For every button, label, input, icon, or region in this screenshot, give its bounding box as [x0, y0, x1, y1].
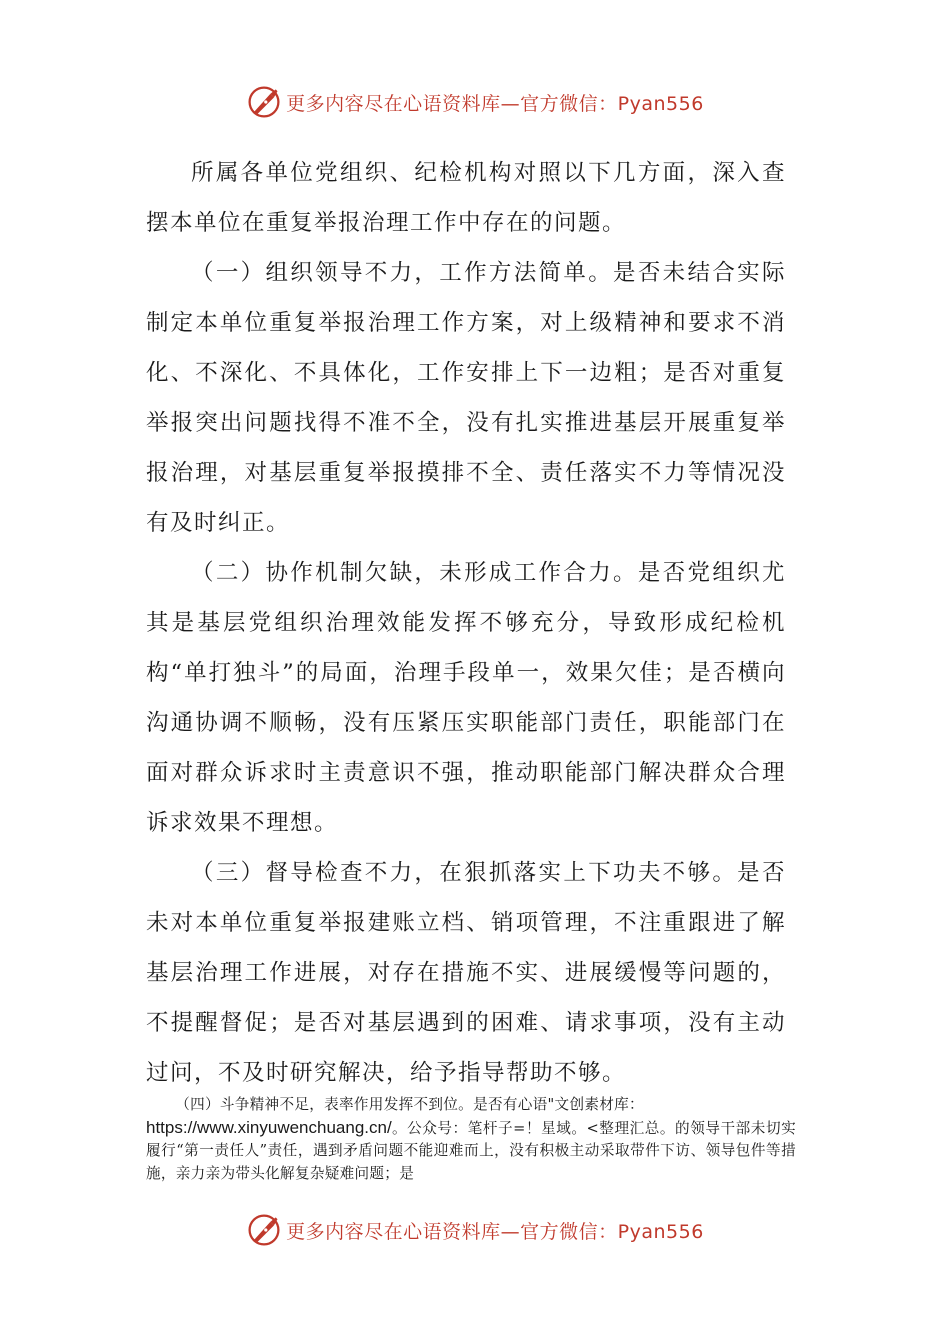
small-paragraph — [146, 1094, 796, 1185]
paragraph-item-1: （一）组织领导不力，工作方法简单。是否未结合实际制定本单位重复举报治理工作方案，对上级精神和要求不消化、不深化、不具体化，工作安排上下一边粗；是否对重复举报突出问题找得不准不全，没有扎实推进基层开展重复举报治理，对基层重复举报摸排不全、责任落实不力等情况没有及时纠正。 — [146, 260, 786, 536]
paragraph-item-2: （二）协作机制欠缺，未形成工作合力。是否党组织尤其是基层党组织治理效能发挥不够充分，导致形成纪检机构“单打独斗”的局面，治理手段单一，效果欠佳；是否横向沟通协调不顺畅，没有压紧压实职能部门责任，职能部门在面对群众诉求时主责意识不强，推动职能部门解决群众合理诉求效果不理想。 — [146, 560, 786, 836]
document-body — [146, 148, 786, 1098]
paragraph-intro: 所属各单位党组织、纪检机构对照以下几方面，深入查摆本单位在重复举报治理工作中存在的问题。 — [146, 160, 786, 236]
paragraph-item-4-lead: （四）斗争精神不足，表率作用发挥不到位。是否有心语"文创素材库： — [175, 1096, 644, 1113]
website-link[interactable]: https://www.xinyuwenchuang.cn/ — [146, 1117, 392, 1137]
paragraph-item-4 — [146, 1094, 796, 1185]
pen-nib-logo-icon — [246, 1212, 282, 1248]
paragraph-item-4-rest: 。公众号：笔杆子=！星域。<整理汇总。的领导干部未切实履行“第一责任人”责任，遇到矛盾问题不能迎难而上，没有积极主动采取带件下访、领导包件等措施，亲力亲为带头化解复杂疑难问题；是 — [146, 1119, 796, 1182]
banner-text: 更多内容尽在心语资料库—官方微信：Pyan556 — [286, 92, 704, 115]
paragraph-item-3: （三）督导检查不力，在狠抓落实上下功夫不够。是否未对本单位重复举报建账立档、销项管理，不注重跟进了解基层治理工作进展，对存在措施不实、进展缓慢等问题的，不提醒督促；是否对基层遇到的困难、请求事项，没有主动过问，不及时研究解决，给予指导帮助不够。 — [146, 860, 786, 1086]
pen-nib-logo-icon — [246, 84, 282, 120]
header-banner — [0, 80, 950, 124]
footer-banner — [0, 1208, 950, 1252]
banner-text: 更多内容尽在心语资料库—官方微信：Pyan556 — [286, 1220, 704, 1243]
